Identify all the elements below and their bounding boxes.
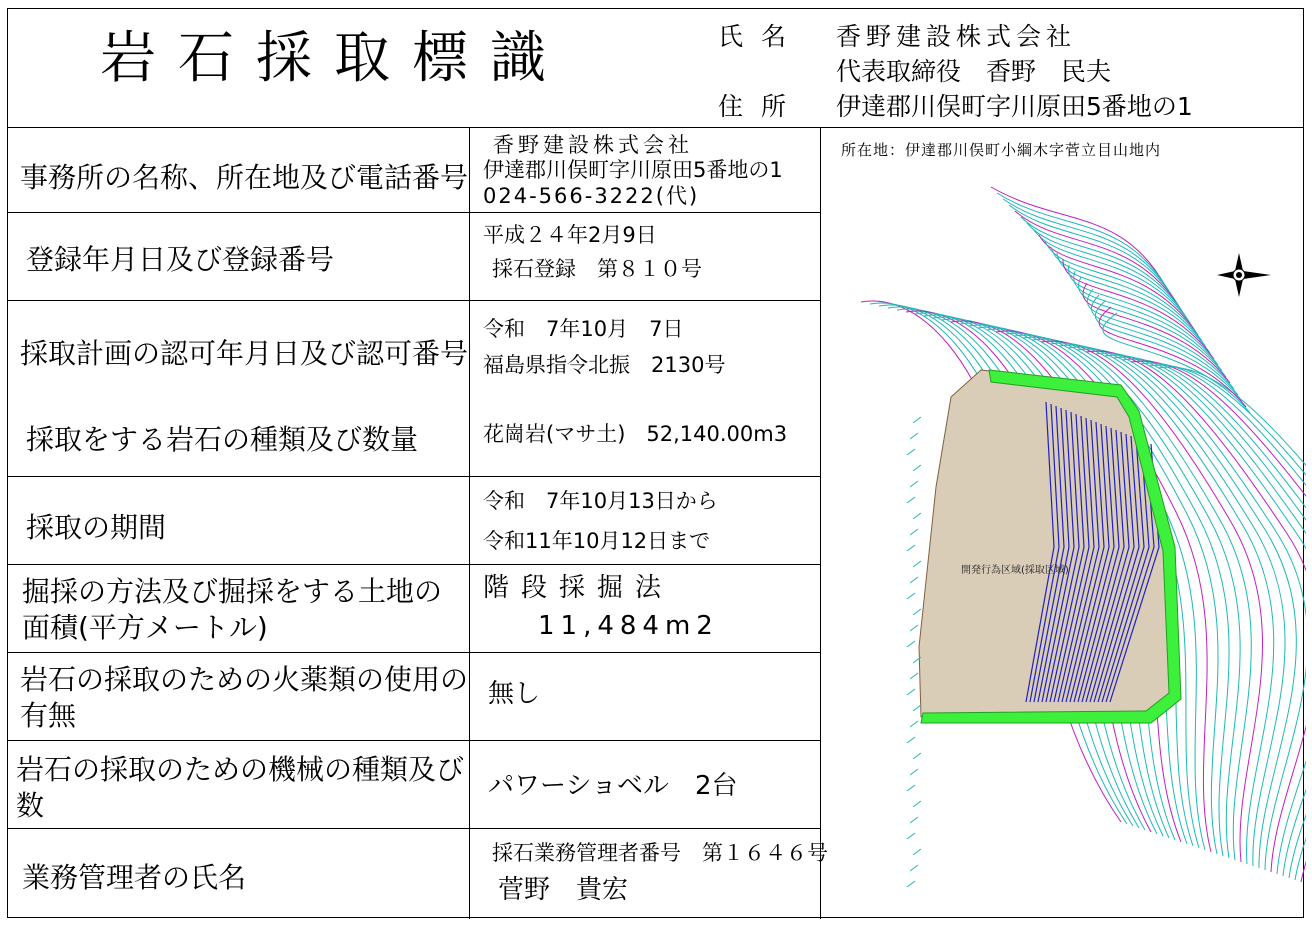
boundary-tick [907,785,915,791]
boundary-tick [910,721,918,727]
office-address: 伊達郡川俣町字川原田5番地の1 [483,158,783,182]
permit-date: 令和 7年10月 7日 [483,317,684,341]
period-start: 令和 7年10月13日から [483,489,718,513]
site-map [820,127,1305,919]
office-name: 香野建設株式会社 [493,133,693,157]
table-row [8,829,828,919]
boundary-tick [913,849,921,855]
table-row [8,213,820,301]
boundary-tick [910,817,918,823]
boundary-tick [913,561,921,567]
table-row [8,741,820,829]
boundary-tick [913,753,921,759]
contour-line [1051,247,1206,347]
row-label: 採取をする岩石の種類及び数量 [26,423,419,456]
boundary-tick [907,497,915,503]
boundary-tick [907,689,915,695]
row-label: 岩石の採取のための機械の種類及び [16,753,465,786]
boundary-tick [907,737,915,743]
row-label: 業務管理者の氏名 [22,861,247,894]
table-row [8,565,820,653]
boundary-tick [910,769,918,775]
row-label: 採取の期間 [26,511,167,544]
address-label: 住所 [718,92,805,121]
rock-type-quantity: 花崗岩(マサ土) 52,140.00m3 [483,422,788,446]
row-label: 有無 [20,699,77,732]
explosives-use: 無し [488,679,541,709]
boundary-tick [913,801,921,807]
boundary-tick [907,833,915,839]
representative: 代表取締役 香野 民夫 [836,57,1112,86]
sign-title: 岩石採取標識 [100,26,568,91]
boundary-tick [910,577,918,583]
contour-line [1027,223,1190,323]
contour-line [1057,253,1210,353]
header [8,9,1303,128]
row-label: 岩石の採取のための火薬類の使用の [20,663,469,696]
boundary-tick [913,609,921,615]
excavation-area: 11,484m2 [538,611,719,641]
boundary-tick [907,449,915,455]
row-label: 数 [16,789,45,822]
boundary-tick [910,481,918,487]
boundary-tick [913,705,921,711]
company-name: 香野建設株式会社 [836,22,1077,51]
row-label: 登録年月日及び登録番号 [26,243,335,276]
contour-line [1083,283,1230,383]
permit-number: 福島県指令北振 2130号 [483,353,726,377]
name-label: 氏名 [718,22,805,51]
table-row [8,477,820,565]
map-caption: 所在地：伊達郡川俣町小綱木字菅立目山地内 [841,141,1162,159]
table-row [8,653,820,741]
boundary-tick [913,465,921,471]
table-row [8,301,820,477]
compass-rose-icon [1217,253,1271,297]
row-label: 掘採の方法及び掘採をする土地の [22,575,443,608]
site-plan-drawing [821,127,1306,919]
row-label: 事務所の名称、所在地及び電話番号 [20,161,469,194]
registration-number: 採石登録 第８１０号 [492,257,702,281]
machinery: パワーショベル 2台 [488,771,738,801]
boundary-tick [913,417,921,423]
row-label: 採取計画の認可年月日及び認可番号 [20,337,469,370]
registration-date: 平成２４年2月9日 [483,223,657,247]
boundary-tick [910,625,918,631]
boundary-tick [907,545,915,551]
row-label: 面積(平方メートル) [22,611,268,644]
office-phone: 024-566-3222(代) [483,184,700,208]
boundary-tick [907,641,915,647]
boundary-tick [910,529,918,535]
table-row [8,127,820,213]
boundary-tick [910,673,918,679]
contour-line [991,187,1166,287]
boundary-tick [910,433,918,439]
owner-address: 伊達郡川俣町字川原田5番地の1 [836,92,1193,121]
info-table [8,127,828,919]
area-label: 開発行為区域(採取区域) [961,565,1069,576]
boundary-tick [913,513,921,519]
excavation-method: 階段採掘法 [483,573,674,603]
owner-info [718,19,1193,124]
sign-board [7,8,1304,918]
boundary-tick [910,865,918,871]
boundary-tick [907,593,915,599]
manager-name: 菅野 貴宏 [498,875,629,905]
period-end: 令和11年10月12日まで [483,529,711,553]
boundary-tick [907,881,915,887]
manager-number: 採石業務管理者番号 第１６４６号 [492,841,828,865]
